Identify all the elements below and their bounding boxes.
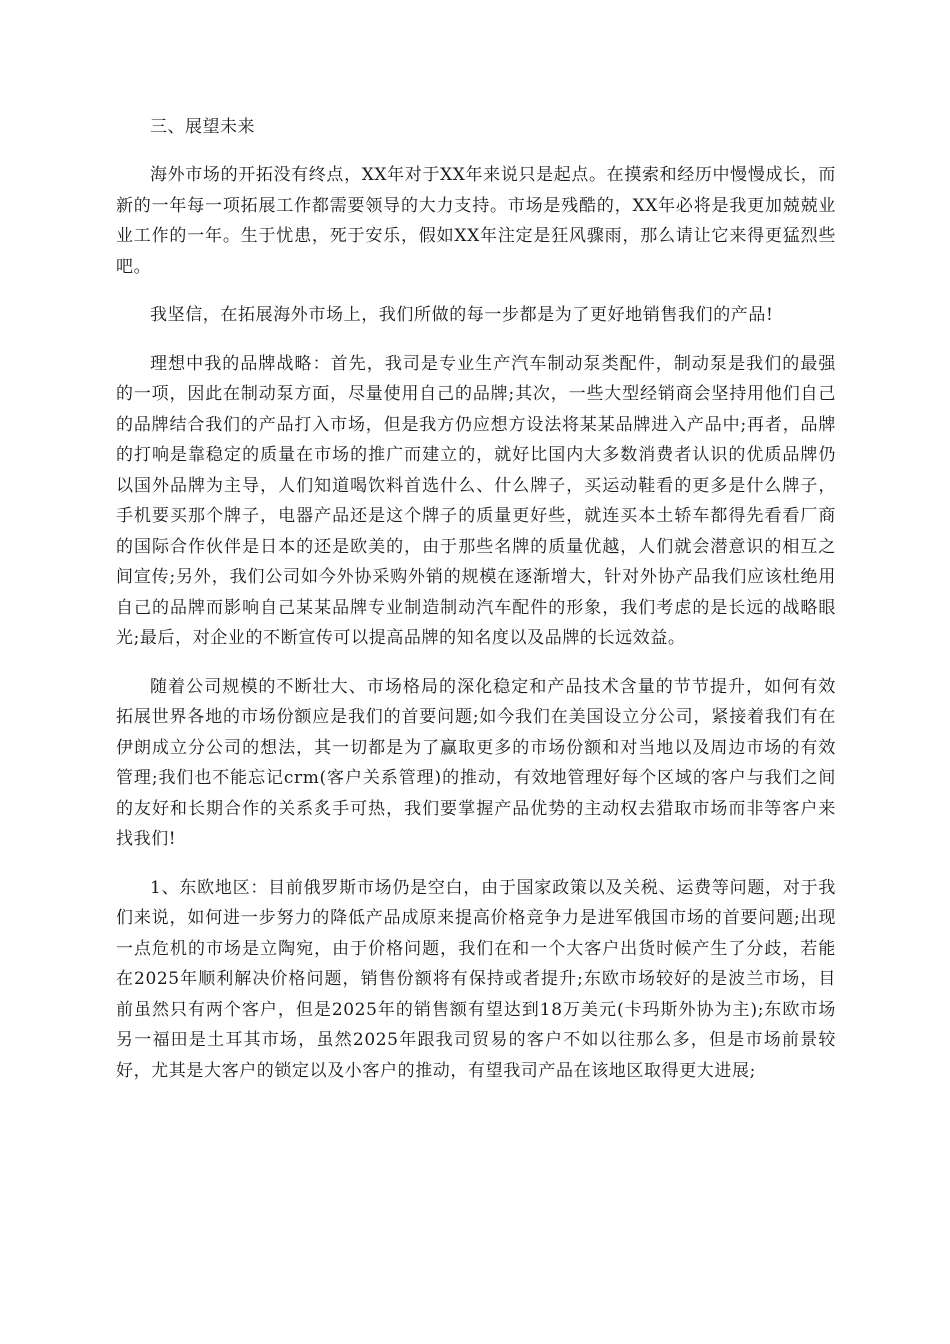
- paragraph-belief: 我坚信，在拓展海外市场上，我们所做的每一步都是为了更好地销售我们的产品!: [150, 305, 774, 325]
- section-heading: 三、展望未来: [150, 117, 255, 137]
- document-body: [116, 112, 836, 1104]
- paragraph-eastern-europe: 1、东欧地区：目前俄罗斯市场仍是空白，由于国家政策以及关税、运费等问题，对于我们来说，如何进一步努力的降低产品成原来提高价格竞争力是进军俄国市场的首要问题;出现一点危机的市场是立陶宛，由于价格问题，我们在和一个大客户出货时候产生了分歧，若能在2025年顺利解决价格问题，销售份额将有保持或者提升;东欧市场较好的是波兰市场，目前虽然只有两个客户，但是2025年的销售额有望达到18万美元(卡玛斯外协为主);东欧市场另一福田是土耳其市场，虽然2025年跟我司贸易的客户不如以往那么多，但是市场前景较好，尤其是大客户的锁定以及小客户的推动，有望我司产品在该地区取得更大进展;: [116, 877, 836, 1081]
- paragraph-outlook: 海外市场的开拓没有终点，XX年对于XX年来说只是起点。在摸索和经历中慢慢成长，而新的一年每一项拓展工作都需要领导的大力支持。市场是残酷的，XX年必将是我更加兢兢业业工作的一年。生于忧患，死于安乐，假如XX年注定是狂风骤雨，那么请让它来得更猛烈些吧。: [116, 165, 836, 277]
- paragraph-market-expansion: 随着公司规模的不断壮大、市场格局的深化稳定和产品技术含量的节节提升，如何有效拓展世界各地的市场份额应是我们的首要问题;如今我们在美国设立分公司，紧接着我们有在伊朗成立分公司的想法，其一切都是为了赢取更多的市场份额和对当地以及周边市场的有效管理;我们也不能忘记crm(客户关系管理)的推动，有效地管理好每个区域的客户与我们之间的友好和长期合作的关系炙手可热，我们要掌握产品优势的主动权去猎取市场而非等客户来找我们!: [116, 676, 836, 849]
- paragraph-brand-strategy: 理想中我的品牌战略：首先，我司是专业生产汽车制动泵类配件，制动泵是我们的最强的一项，因此在制动泵方面，尽量使用自己的品牌;其次，一些大型经销商会坚持用他们自己的品牌结合我们的产品打入市场，但是我方仍应想方设法将某某品牌进入产品中;再者，品牌的打响是靠稳定的质量在市场的推广而建立的，就好比国内大多数消费者认识的优质品牌仍以国外品牌为主导，人们知道喝饮料首选什么、什么牌子，买运动鞋看的更多是什么牌子，手机要买那个牌子，电器产品还是这个牌子的质量更好些，就连买本土轿车都得先看看厂商的国际合作伙伴是日本的还是欧美的，由于那些名牌的质量优越，人们就会潜意识的相互之间宣传;另外，我们公司如今外协采购外销的规模在逐渐增大，针对外协产品我们应该杜绝用自己的品牌而影响自己某某品牌专业制造制动汽车配件的形象，我们考虑的是长远的战略眼光;最后，对企业的不断宣传可以提高品牌的知名度以及品牌的长远效益。: [116, 353, 836, 648]
